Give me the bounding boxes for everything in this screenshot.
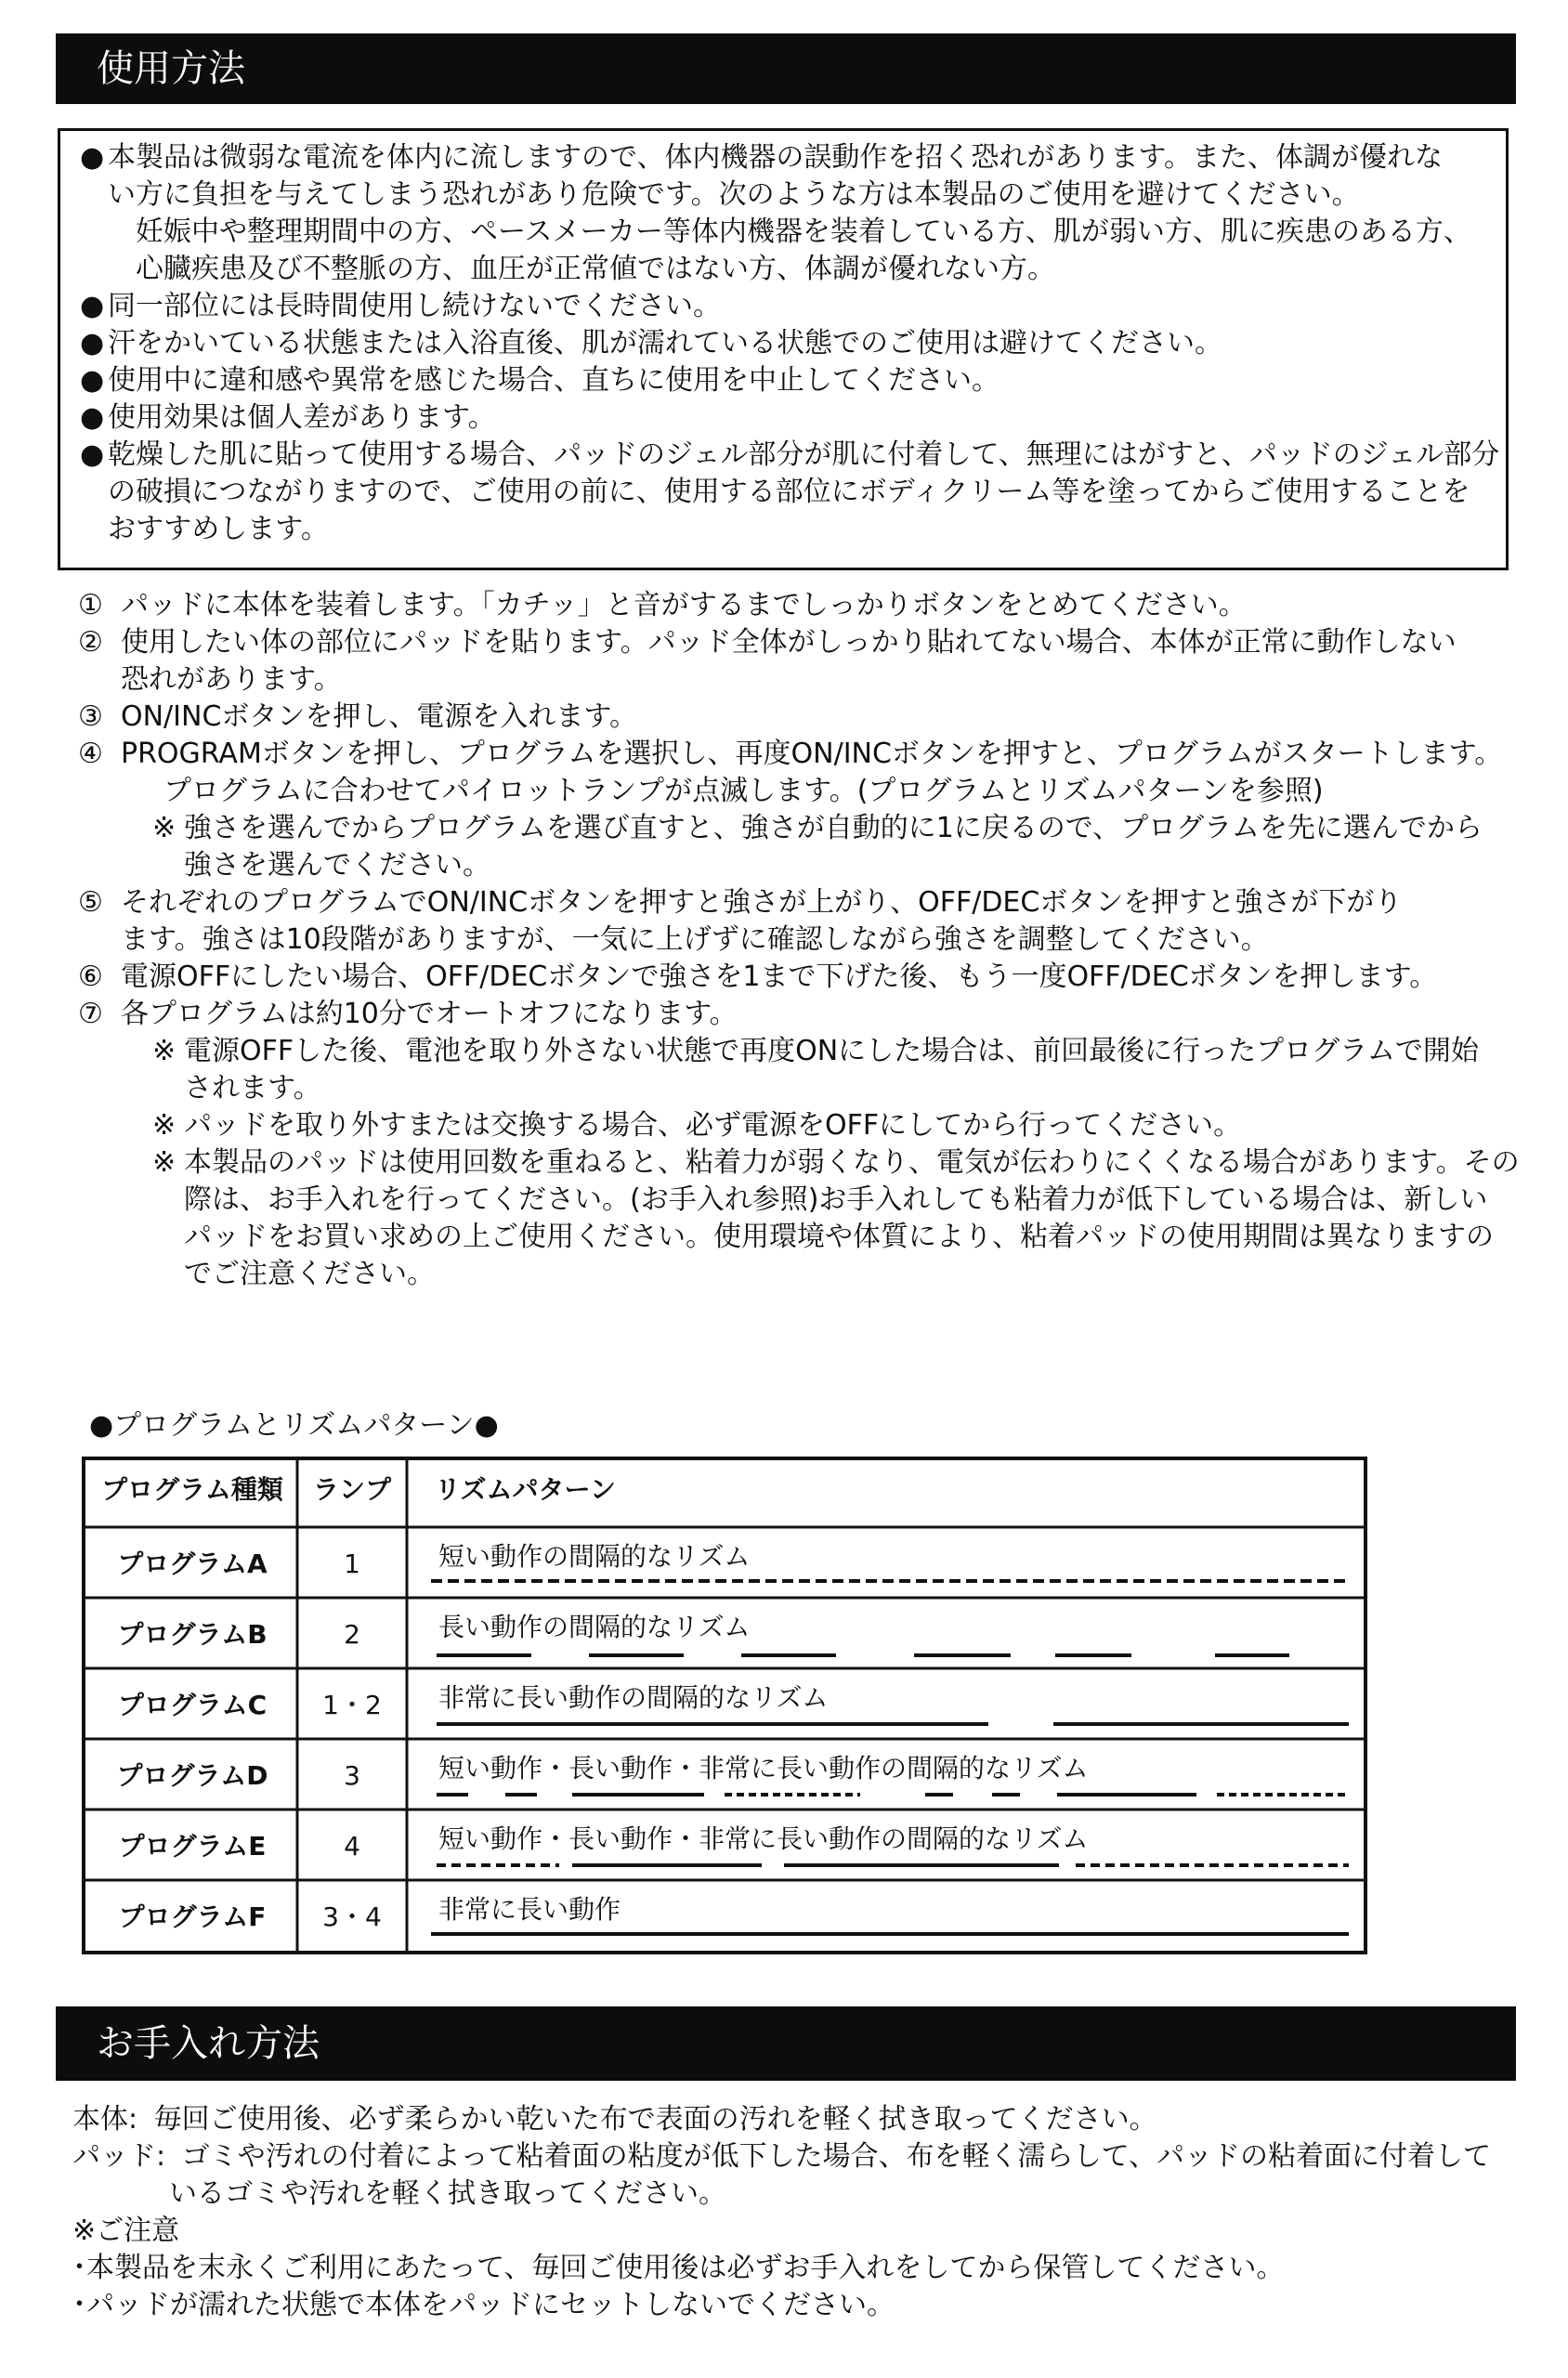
step-line: それぞれのプログラムでON/INCボタンを押すと強さが上がり、OFF/DECボタンを押すと強さが下がり bbox=[121, 886, 1403, 919]
note-mark: ※ bbox=[152, 1109, 176, 1142]
care-line bbox=[72, 2101, 1540, 2138]
step-item bbox=[78, 959, 1546, 996]
note-mark: ※ bbox=[152, 1035, 176, 1067]
step-line: ます。強さは10段階がありますが、一気に上げずに確認しながら強さを調整してください。 bbox=[121, 923, 1269, 956]
care-line bbox=[72, 2138, 1540, 2175]
table-cell-rhythm: 短い動作・長い動作・非常に長い動作の間隔的なリズム bbox=[438, 1753, 1089, 1784]
table-cell-lamp: 2 bbox=[344, 1619, 360, 1650]
step-number: ③ bbox=[78, 700, 103, 733]
steps-list bbox=[78, 587, 1546, 1293]
step-note bbox=[78, 1033, 1546, 1107]
step-item bbox=[78, 699, 1546, 736]
warning-line: 同一部位には長時間使用し続けないでください。 bbox=[108, 290, 721, 322]
step-item bbox=[78, 736, 1546, 810]
step-line: 際は、お手入れを行ってください。(お手入れ参照)お手入れしても粘着力が低下している場合は、新しい bbox=[184, 1183, 1488, 1216]
table-cell-rhythm: 短い動作の間隔的なリズム bbox=[438, 1541, 751, 1572]
usage-header bbox=[56, 33, 1516, 104]
table-cell-lamp: 3・4 bbox=[322, 1901, 382, 1932]
step-line: 使用したい体の部位にパッドを貼ります。パッド全体がしっかり貼れてない場合、本体が正常に動作しない bbox=[121, 626, 1457, 659]
warning-line: の破損につながりますので、ご使用の前に、使用する部位にボディクリーム等を塗ってからご使用することを bbox=[108, 476, 1470, 508]
table-cell-rhythm: 非常に長い動作 bbox=[438, 1894, 621, 1925]
warning-line: い方に負担を与えてしまう恐れがあり危険です。次のような方は本製品のご使用を避けてください。 bbox=[108, 178, 1360, 211]
bullet-icon: ● bbox=[80, 290, 105, 322]
table-header-program: プログラム種類 bbox=[101, 1474, 283, 1505]
care-note: ･本製品を末永くご利用にあたって、毎回ご使用後は必ずお手入れをしてから保管してください。 bbox=[72, 2252, 1285, 2284]
table-cell-lamp: 4 bbox=[344, 1831, 360, 1862]
step-line: 電源OFFした後、電池を取り外さない状態で再度ONにした場合は、前回最後に行ったプログラムで開始 bbox=[184, 1035, 1479, 1067]
table-header-lamp: ランプ bbox=[312, 1474, 391, 1505]
warning-item bbox=[80, 399, 1501, 437]
table-cell-lamp: 1 bbox=[344, 1548, 360, 1579]
table-cell-program: プログラムD bbox=[116, 1760, 268, 1791]
step-item bbox=[78, 624, 1546, 699]
step-line: でご注意ください。 bbox=[184, 1258, 435, 1290]
warning-item bbox=[80, 139, 1501, 288]
step-item bbox=[78, 884, 1546, 959]
table-cell-rhythm: 非常に長い動作の間隔的なリズム bbox=[438, 1682, 829, 1713]
care-text: ゴミや汚れの付着によって粘着面の粘度が低下した場合、布を軽く濡らして、パッドの粘着面に付着して bbox=[181, 2140, 1492, 2173]
step-item bbox=[78, 996, 1546, 1033]
table-cell-program: プログラムC bbox=[117, 1690, 268, 1720]
warning-line: 使用中に違和感や異常を感じた場合、直ちに使用を中止してください。 bbox=[108, 364, 1000, 397]
warning-item bbox=[80, 325, 1501, 362]
warning-item bbox=[80, 362, 1501, 399]
warning-item bbox=[80, 437, 1501, 548]
table-cell-lamp: 3 bbox=[344, 1760, 360, 1791]
step-line: パッドを取り外すまたは交換する場合、必ず電源をOFFにしてから行ってください。 bbox=[184, 1109, 1242, 1142]
usage-title: 使用方法 bbox=[97, 47, 245, 90]
step-note bbox=[78, 810, 1546, 884]
step-line: 恐れがあります。 bbox=[121, 663, 342, 696]
bullet-icon: ● bbox=[80, 438, 105, 471]
warning-list bbox=[80, 139, 1501, 548]
bullet-icon: ● bbox=[80, 327, 105, 359]
bullet-icon: ● bbox=[80, 141, 105, 174]
care-title: お手入れ方法 bbox=[97, 2022, 320, 2065]
program-table bbox=[82, 1457, 1367, 1954]
care-header bbox=[56, 2006, 1516, 2081]
program-table-title: ●プログラムとリズムパターン● bbox=[89, 1409, 499, 1442]
step-line: プログラムに合わせてパイロットランプが点滅します。(プログラムとリズムパターンを参照) bbox=[163, 775, 1324, 807]
care-notes-title: ※ご注意 bbox=[72, 2215, 180, 2247]
step-number: ⑤ bbox=[78, 886, 103, 919]
table-header-rhythm: リズムパターン bbox=[435, 1474, 616, 1505]
care-text: いるゴミや汚れを軽く拭き取ってください。 bbox=[169, 2177, 726, 2210]
step-number: ② bbox=[78, 626, 103, 659]
warning-line: 使用効果は個人差があります。 bbox=[108, 401, 496, 434]
step-line: 強さを選んでください。 bbox=[184, 849, 490, 882]
care-note: ･パッドが濡れた状態で本体をパッドにセットしないでください。 bbox=[72, 2289, 895, 2321]
step-number: ⑥ bbox=[78, 960, 103, 993]
step-line: パッドに本体を装着します。「カチッ」と音がするまでしっかりボタンをとめてください。 bbox=[121, 589, 1247, 621]
bullet-icon: ● bbox=[80, 401, 105, 434]
table-cell-program: プログラムB bbox=[117, 1619, 268, 1650]
care-list bbox=[72, 2101, 1540, 2324]
step-note bbox=[78, 1107, 1546, 1144]
table-cell-rhythm: 短い動作・長い動作・非常に長い動作の間隔的なリズム bbox=[438, 1823, 1089, 1854]
step-line: 各プログラムは約10分でオートオフになります。 bbox=[121, 998, 738, 1030]
care-text: 毎回ご使用後、必ず柔らかい乾いた布で表面の汚れを軽く拭き取ってください。 bbox=[153, 2103, 1157, 2136]
warning-line: おすすめします。 bbox=[108, 513, 329, 545]
table-cell-program: プログラムE bbox=[118, 1831, 267, 1862]
note-mark: ※ bbox=[152, 1146, 176, 1179]
warning-line: 乾燥した肌に貼って使用する場合、パッドのジェル部分が肌に付着して、無理にはがすと、パッドのジェル部分 bbox=[108, 438, 1500, 471]
step-number: ④ bbox=[78, 738, 103, 770]
table-cell-lamp: 1・2 bbox=[322, 1690, 382, 1720]
warning-line: 本製品は微弱な電流を体内に流しますので、体内機器の誤動作を招く恐れがあります。また、体調が優れな bbox=[108, 141, 1443, 174]
care-label: パッド: bbox=[72, 2140, 166, 2173]
step-item bbox=[78, 587, 1546, 624]
step-line: 本製品のパッドは使用回数を重ねると、粘着力が弱くなり、電気が伝わりにくくなる場合があります。その bbox=[184, 1146, 1520, 1179]
warning-line: 心臓疾患及び不整脈の方、血圧が正常値ではない方、体調が優れない方。 bbox=[136, 253, 1055, 285]
care-line bbox=[72, 2175, 1540, 2213]
step-line: 電源OFFにしたい場合、OFF/DECボタンで強さを1まで下げた後、もう一度OFF/DECボタンを押します。 bbox=[121, 960, 1438, 993]
warning-line: 妊娠中や整理期間中の方、ペースメーカー等体内機器を装着している方、肌が弱い方、肌に疾患のある方、 bbox=[136, 216, 1471, 248]
table-cell-program: プログラムA bbox=[117, 1548, 268, 1579]
table-cell-program: プログラムF bbox=[118, 1901, 267, 1932]
care-label: 本体: bbox=[72, 2103, 138, 2136]
step-note bbox=[78, 1144, 1546, 1293]
warning-item bbox=[80, 288, 1501, 325]
warning-line: 汗をかいている状態または入浴直後、肌が濡れている状態でのご使用は避けてください。 bbox=[108, 327, 1222, 359]
step-line: 強さを選んでからプログラムを選び直すと、強さが自動的に1に戻るので、プログラムを先に選んでから bbox=[184, 812, 1483, 844]
step-line: されます。 bbox=[184, 1072, 321, 1104]
step-number: ① bbox=[78, 589, 103, 621]
bullet-icon: ● bbox=[80, 364, 105, 397]
table-cell-rhythm: 長い動作の間隔的なリズム bbox=[438, 1612, 751, 1642]
step-line: PROGRAMボタンを押し、プログラムを選択し、再度ON/INCボタンを押すと、プログラムがスタートします。 bbox=[121, 738, 1503, 770]
step-line: ON/INCボタンを押し、電源を入れます。 bbox=[121, 700, 637, 733]
step-line: パッドをお買い求めの上ご使用ください。使用環境や体質により、粘着パッドの使用期間は異なりますの bbox=[184, 1221, 1494, 1253]
step-number: ⑦ bbox=[78, 998, 103, 1030]
note-mark: ※ bbox=[152, 812, 176, 844]
